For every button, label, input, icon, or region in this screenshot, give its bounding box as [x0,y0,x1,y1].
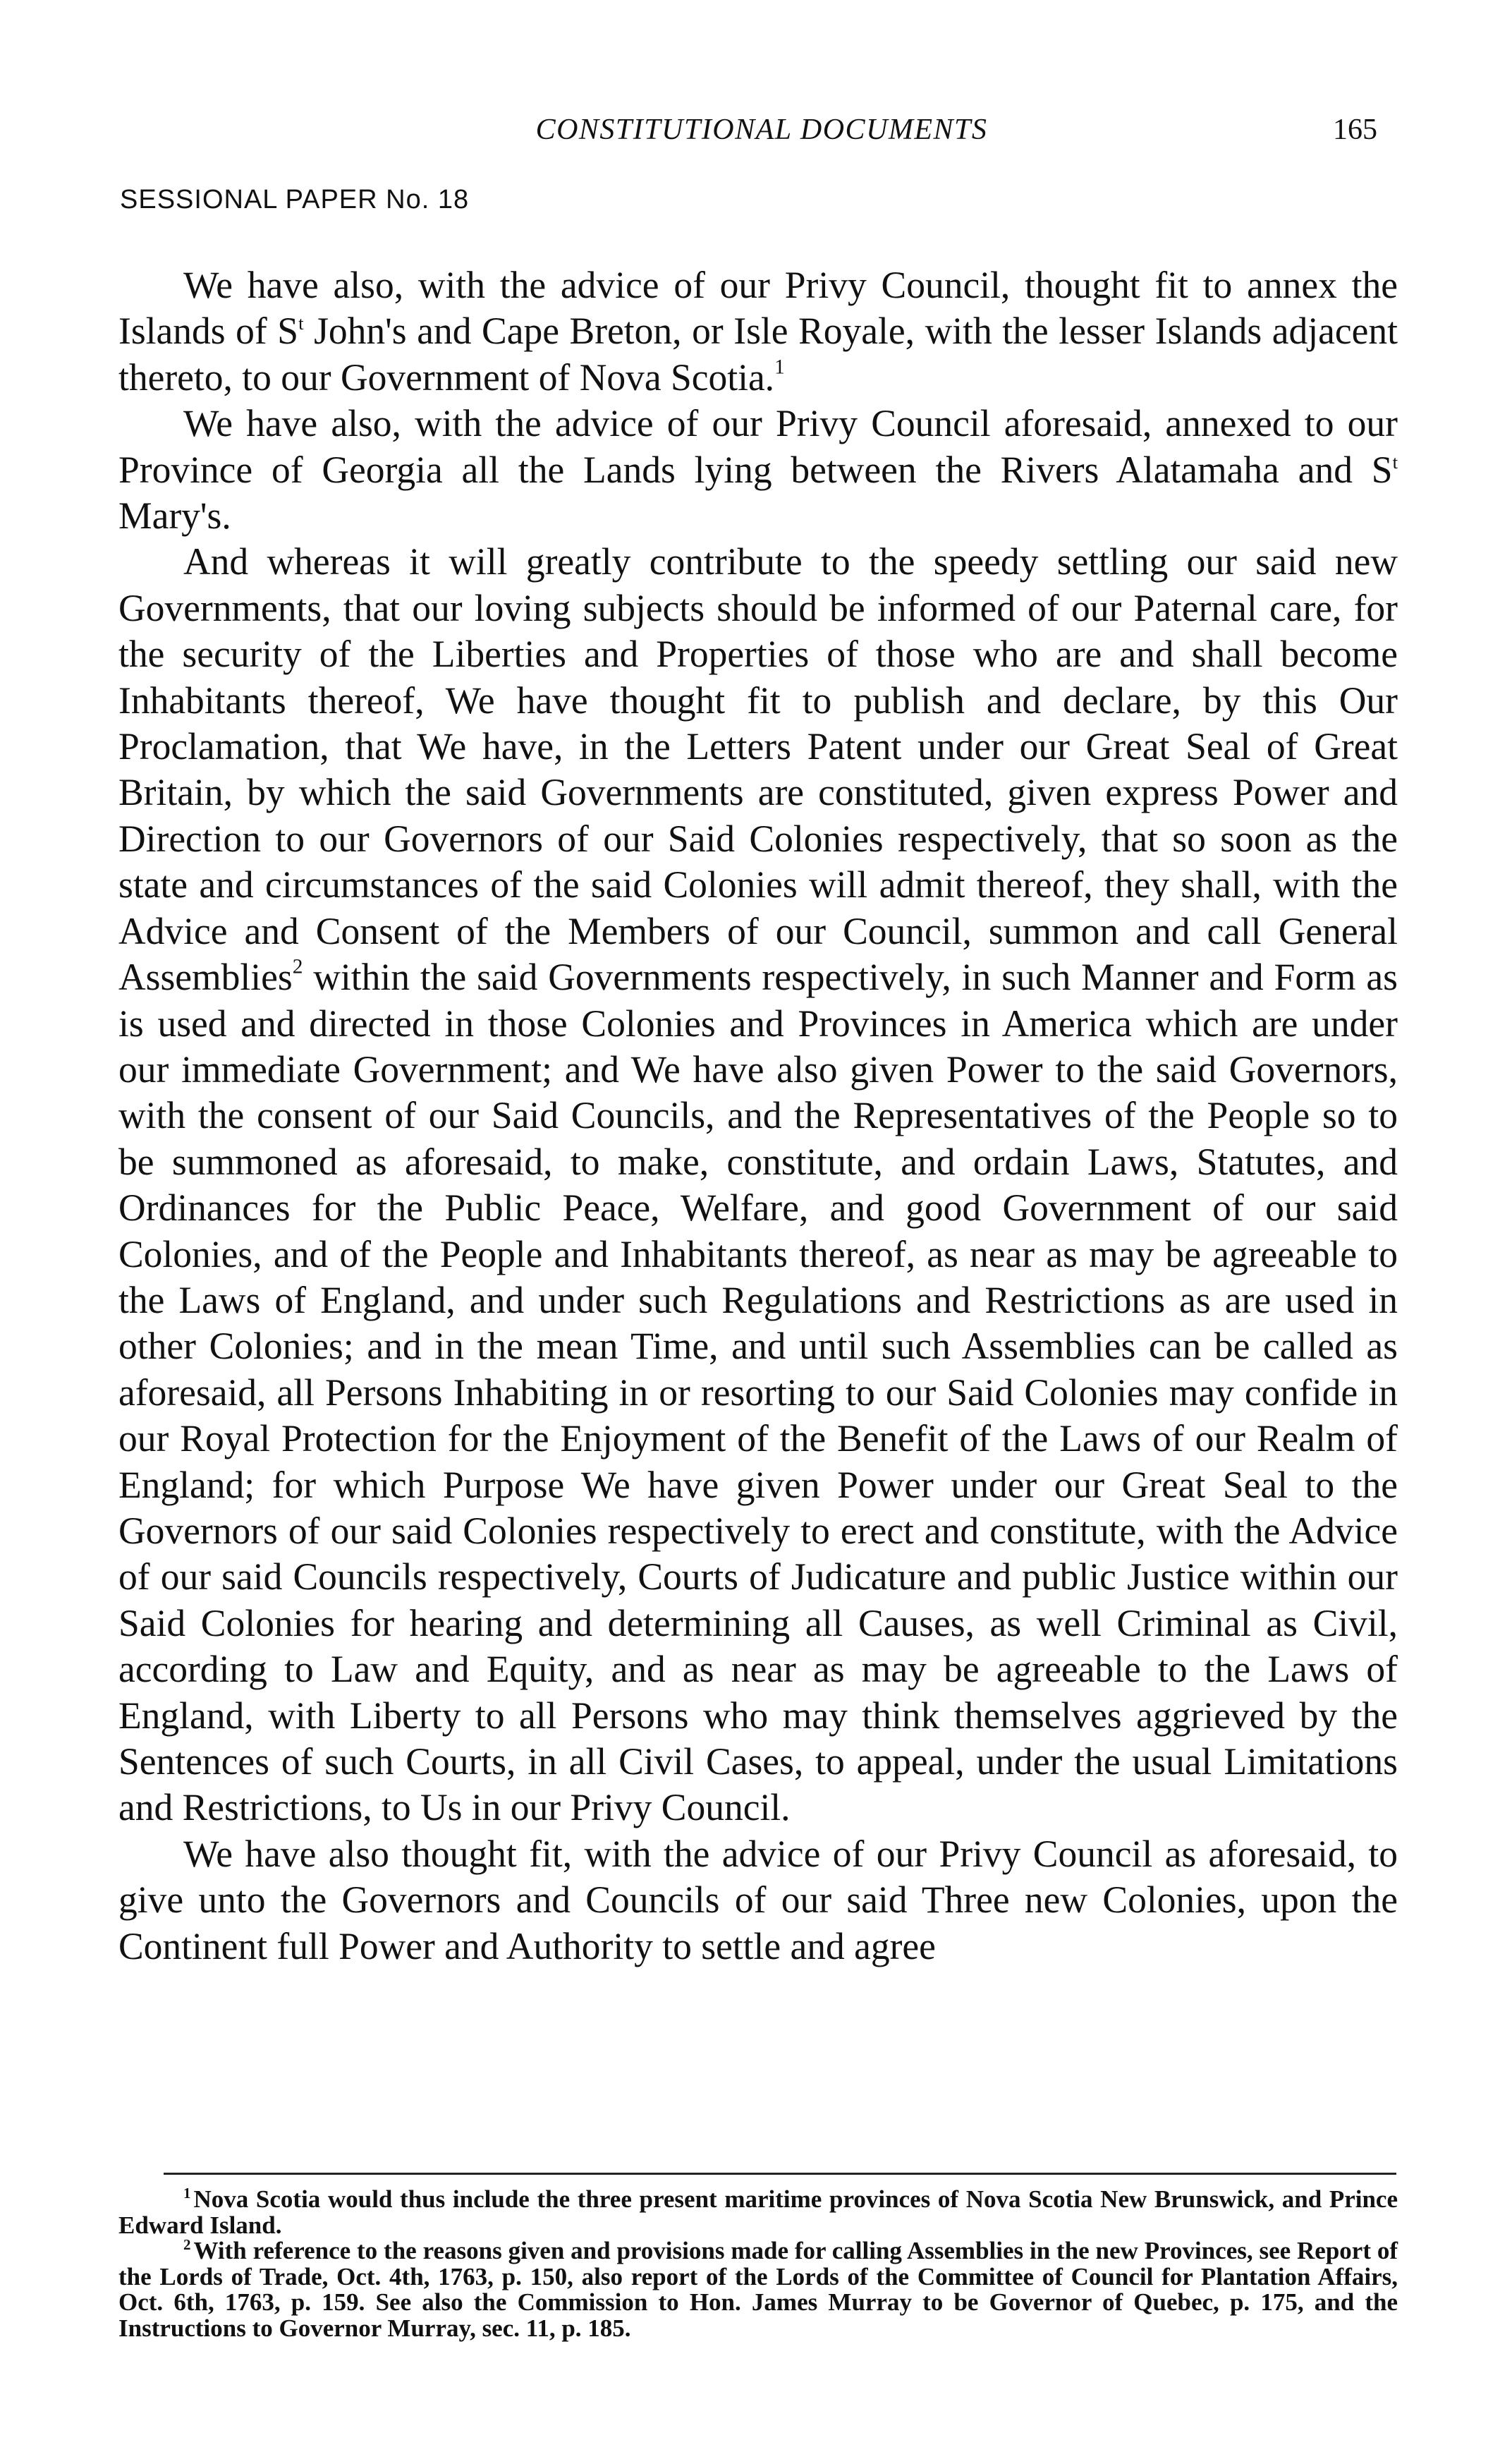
footnote-ref: 1 [774,356,785,379]
paragraph-text: within the said Governments respectively, in such Manner and Form as is used and directed in those Colonies and Provinces in America which are under our immediate Government; and We have also given Power to the said Governors, with the consent of our Said Councils, and the Representatives of the People so to be summoned as aforesaid, to make, constitute, and ordain Laws, Statutes, and Ordinances for the Public Peace, Welfare, and good Government of our said Colonies, and of the People and Inhabitants thereof, as near as may be agreeable to the Laws of England, and under such Regulations and Restrictions as are used in other Colonies; and in the mean Time, and until such Assemblies can be called as aforesaid, all Persons Inhabiting in or resorting to our Said Colonies may confide in our Royal Protection for the Enjoyment of the Benefit of the Laws of our Realm of England; for which Purpose We have given Power under our Great Seal to the Governors of our said Colonies respectively to erect and constitute, with the Advice of our said Councils respectively, Courts of Judicature and public Justice within our Said Colonies for hearing and determining all Causes, as well Criminal as Civil, according to Law and Equity, and as near as may be agreeable to the Laws of England, with Liberty to all Persons who may think themselves aggrieved by the Sentences of such Courts, in all Civil Cases, to appeal, under the usual Limitations and Restrictions, to Us in our Privy Council. [118,956,1398,1829]
page-number: 165 [1333,114,1377,146]
paragraph [118,262,1398,401]
paragraph: We have also thought fit, with the advice of our Privy Council as aforesaid, to give unto the Governors and Councils of our said Three new Colonies, upon the Continent full Power and Authority to settle and agree [118,1832,1398,1967]
paragraph-text: And whereas it will greatly contribute to the speedy settling our said new Governments, that our loving subjects should be informed of our Paternal care, for the security of the Liberties and Properties of those who are and shall become Inhabitants thereof, We have thought fit to publish and declare, by this Our Proclamation, that We have, in the Letters Patent under our Great Seal of Great Britain, by which the said Governments are constituted, given express Power and Direction to our Governors of our Said Colonies respectively, that so soon as the state and circumstances of the said Colonies will admit thereof, they shall, with the Advice and Consent of the Members of our Council, summon and call General Assemblies [118,540,1398,999]
paragraph-text: We have also, with the advice of our Privy Council, thought fit to annex the Islands of S [118,264,1398,353]
superscript-t: t [298,312,304,334]
footnote-text: Nova Scotia would thus include the three present maritime provinces of Nova Scotia New Brunswick, and Prince Edward Island. [118,2185,1398,2239]
footnote-rule [164,2173,1396,2175]
superscript-t: t [1392,451,1398,473]
footnotes [118,2187,1398,2341]
running-head: CONSTITUTIONAL DOCUMENTS [535,114,988,146]
footnote-text: With reference to the reasons given and provisions made for calling Assemblies in the new Provinces, see Report of the Lords of Trade, Oct. 4th, 1763, p. 150, also report of the Lords of the Committee of Council for Plantation Affairs, Oct. 6th, 1763, p. 159. See also the Commission to Hon. James Murray to be Governor of Quebec, p. 175, and the Instructions to Governor Murray, sec. 11, p. 185. [118,2237,1398,2342]
paragraph [118,539,1398,1831]
footnote-mark: 2 [183,2236,191,2254]
paragraph-text: John's and Cape Breton, or Isle Royale, with the lesser Islands adjacent thereto, to our Government of Nova Scotia. [118,310,1398,399]
paragraph [118,401,1398,539]
footnote-ref: 2 [292,955,303,978]
body-text [118,262,1398,1970]
paragraph-text: Mary's. [118,494,231,538]
footnote [118,2238,1398,2341]
paragraph-text: We have also, with the advice of our Privy Council aforesaid, annexed to our Province of Georgia all the Lands lying between the Rivers Alatamaha and S [118,402,1398,491]
footnote-mark: 1 [183,2185,191,2202]
sessional-paper-label: SESSIONAL PAPER No. 18 [120,185,470,214]
footnote [118,2187,1398,2238]
